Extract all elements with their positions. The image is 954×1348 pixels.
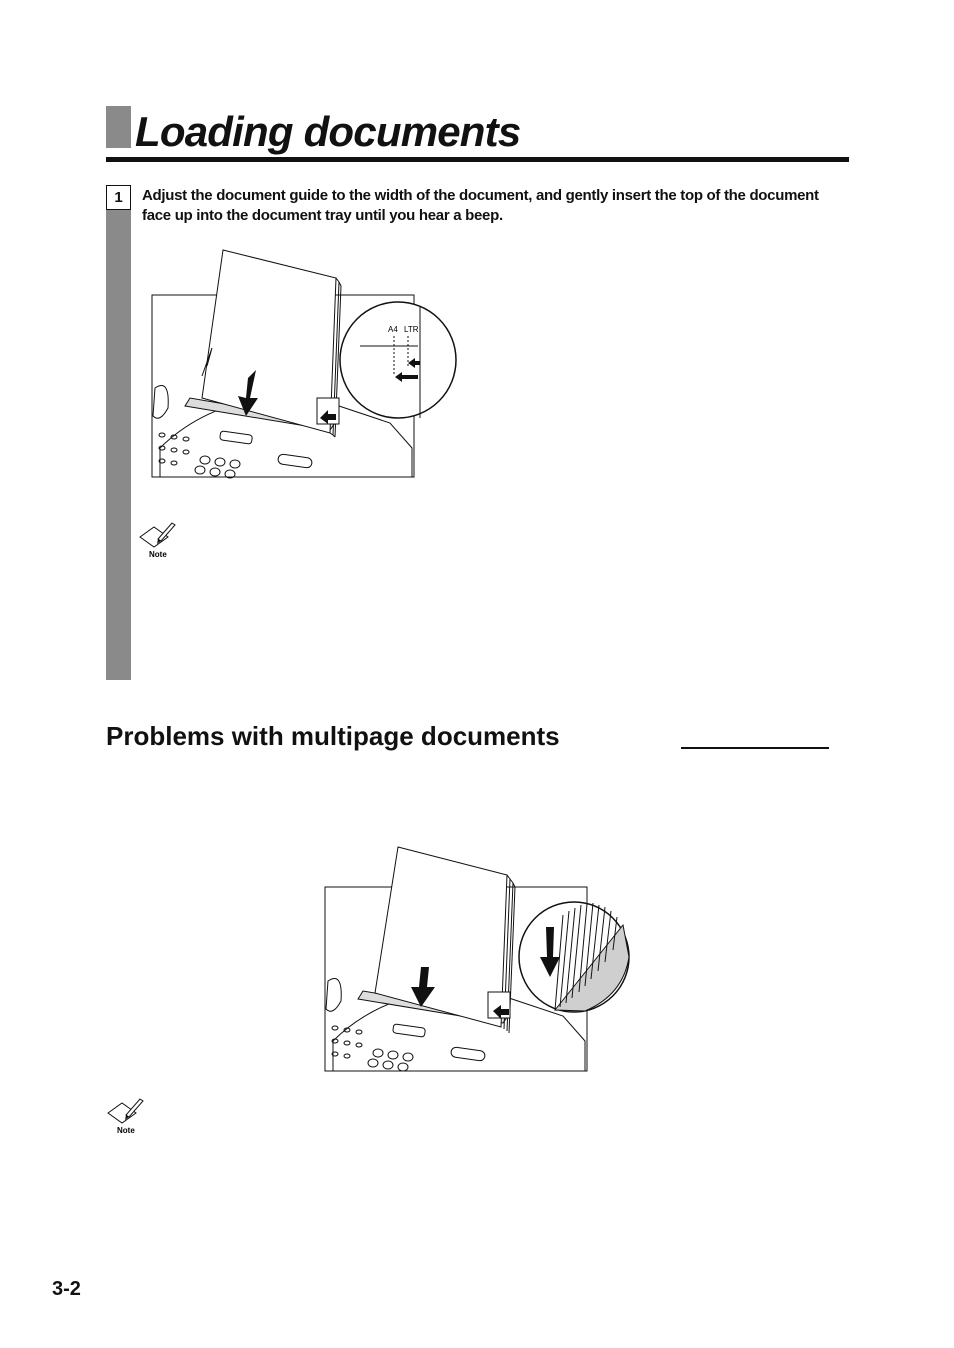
note-icon: [138, 521, 180, 561]
section-rule: [681, 747, 829, 749]
step-side-bar: [106, 185, 131, 680]
step-instruction: Adjust the document guide to the width of the document, and gently insert the top of the document face up into the document tray until you hear a beep.: [142, 187, 819, 224]
note-label: Note: [117, 1126, 135, 1135]
title-marker-block: [106, 106, 131, 148]
figure-multipage-document: [323, 845, 633, 1075]
page-title: Loading documents: [135, 108, 521, 155]
label-ltr: LTR: [404, 325, 419, 334]
note-label: Note: [149, 550, 167, 559]
section-heading: Problems with multipage documents: [106, 721, 560, 751]
page-number: 3-2: [52, 1278, 81, 1300]
figure-loading-document: [150, 248, 460, 480]
note-icon: [106, 1097, 148, 1137]
label-a4: A4: [388, 325, 398, 334]
title-rule: [106, 157, 849, 162]
step-number: 1: [106, 185, 131, 210]
